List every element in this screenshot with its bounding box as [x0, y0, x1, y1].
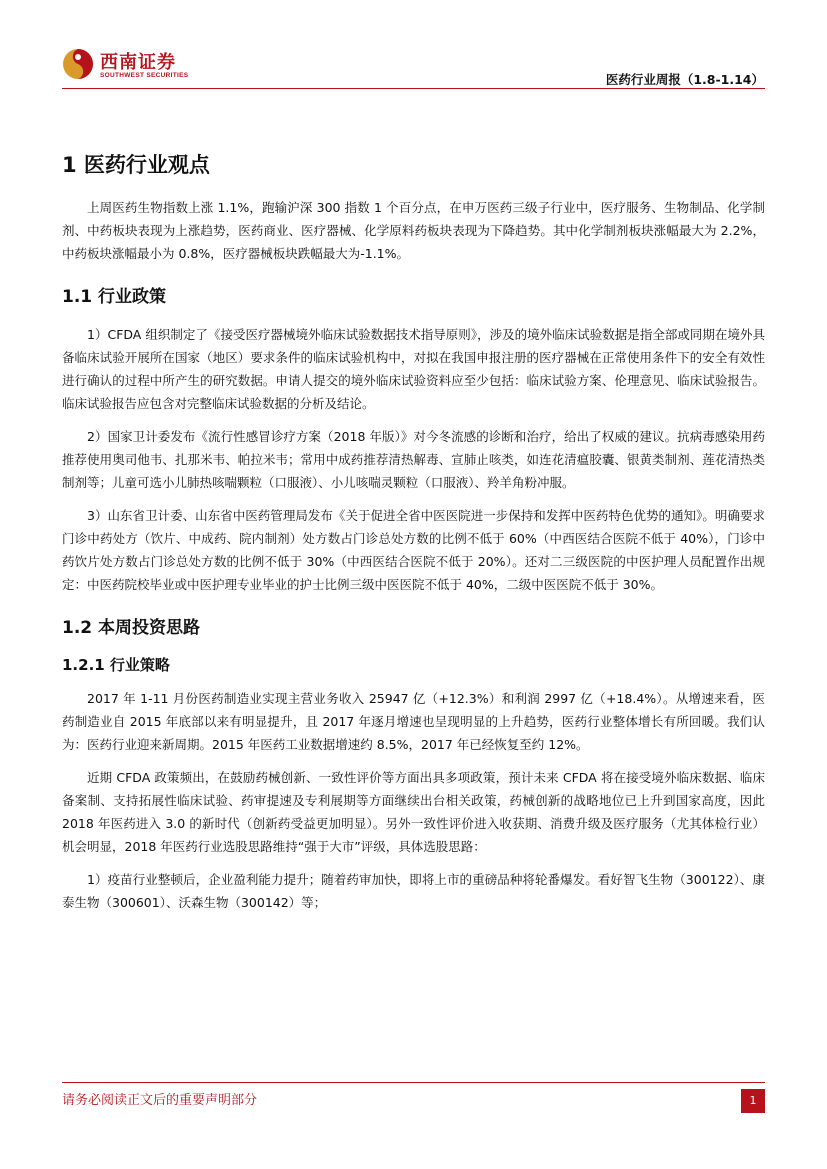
logo-emblem-icon: [62, 48, 94, 80]
section-heading-1: 1 医药行业观点: [62, 153, 210, 177]
main-content: [62, 150, 765, 924]
page-number: 1: [741, 1089, 765, 1113]
company-logo: [62, 48, 262, 84]
section-1-paragraph: 上周医药生物指数上涨 1.1%，跑输沪深 300 指数 1 个百分点，在申万医药三级子行业中，医疗服务、生物制品、化学制剂、中药板块表现为上涨趋势，医药商业、医疗器械、化学原料药板块表现为下降趋势。其中化学制剂板块涨幅最大为 2.2%，中药板块涨幅最小为 0.8%，医疗器械板块跌幅最大为-1.1%。: [62, 200, 765, 261]
logo-english-name: SOUTHWEST SECURITIES: [100, 72, 189, 79]
disclaimer-note: 请务必阅读正文后的重要声明部分: [62, 1093, 258, 1108]
header-divider: [62, 88, 765, 89]
policy-paragraph-3: 3）山东省卫计委、山东省中医药管理局发布《关于促进全省中医医院进一步保持和发挥中医药特色优势的通知》。明确要求门诊中药处方（饮片、中成药、院内制剂）处方数占门诊总处方数的比例不低于 60%（中西医结合医院不低于 40%），门诊中药饮片处方数占门诊总处方数的比例不低于 30%（中西医结合医院不低于 20%）。还对二三级医院的中医护理人员配置作出规定：中医药院校毕业或中医护理专业毕业的护士比例三级中医医院不低于 40%，二级中医医院不低于 30%。: [62, 508, 765, 592]
section-heading-1-2: 1.2 本周投资思路: [62, 618, 201, 638]
footer-divider: [62, 1082, 765, 1083]
strategy-paragraph-3: 1）疫苗行业整顿后，企业盈利能力提升；随着药审加快，即将上市的重磅品种将轮番爆发。看好智飞生物（300122）、康泰生物（300601）、沃森生物（300142）等；: [62, 872, 765, 910]
policy-paragraph-1: 1）CFDA 组织制定了《接受医疗器械境外临床试验数据技术指导原则》，涉及的境外临床试验数据是指全部或同期在境外具备临床试验开展所在国家（地区）要求条件的临床试验机构中，对拟在我国申报注册的医疗器械在正常使用条件下的安全有效性进行确认的过程中所产生的研究数据。申请人提交的境外临床试验资料应至少包括：临床试验方案、伦理意见、临床试验报告。临床试验报告应包含对完整临床试验数据的分析及结论。: [62, 327, 765, 411]
policy-paragraph-2: 2）国家卫计委发布《流行性感冒诊疗方案（2018 年版）》对今冬流感的诊断和治疗，给出了权威的建议。抗病毒感染用药推荐使用奥司他韦、扎那米韦、帕拉米韦；常用中成药推荐清热解毒、宣肺止咳类，如连花清瘟胶囊、银黄类制剂、莲花清热类制剂等；儿童可选小儿肺热咳喘颗粒（口服液）、小儿咳喘灵颗粒（口服液）、羚羊角粉冲服。: [62, 429, 765, 490]
strategy-paragraph-1: 2017 年 1-11 月份医药制造业实现主营业务收入 25947 亿（+12.3%）和利润 2997 亿（+18.4%）。从增速来看，医药制造业自 2015 年底部以来有明显提升，且 2017 年逐月增速也呈现明显的上升趋势，医药行业整体增长有所回暖。我们认为：医药行业迎来新周期。2015 年医药工业数据增速约 8.5%，2017 年已经恢复至约 12%。: [62, 691, 765, 752]
strategy-paragraph-2: 近期 CFDA 政策频出，在鼓励药械创新、一致性评价等方面出具多项政策，预计未来 CFDA 将在接受境外临床数据、临床备案制、支持拓展性临床试验、药审提速及专利展期等方面继续出台相关政策，药械创新的战略地位已上升到国家高度，因此 2018 年医药进入 3.0 的新时代（创新药受益更加明显）。另外一致性评价进入收获期、消费升级及医疗服务（尤其体检行业）机会明显，2018 年医药行业选股思路维持“强于大市”评级，具体选股思路：: [62, 770, 765, 854]
section-heading-1-2-1: 1.2.1 行业策略: [62, 656, 170, 674]
section-heading-1-1: 1.1 行业政策: [62, 287, 167, 307]
page-header: [0, 0, 827, 95]
logo-chinese-name: 西南证券: [100, 52, 176, 73]
report-title: 医药行业周报（1.8-1.14）: [605, 72, 764, 87]
